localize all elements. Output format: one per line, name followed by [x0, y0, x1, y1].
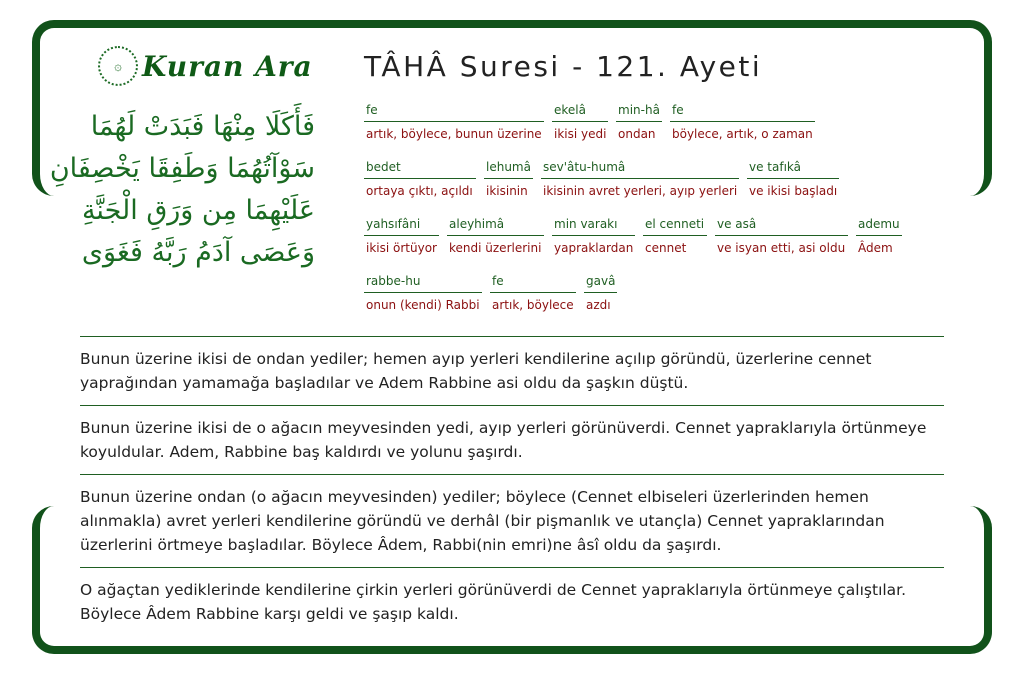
word-meaning: ondan: [618, 127, 656, 141]
word-meaning: ikisi örtüyor: [366, 241, 437, 255]
word-meaning: artık, böylece, bunun üzerine: [366, 127, 542, 141]
word-item[interactable]: [490, 271, 576, 328]
word-item[interactable]: [552, 100, 608, 157]
word-item[interactable]: [747, 157, 839, 214]
translation-item: Bunun üzerine ikisi de ondan yediler; hemen ayıp yerleri kendilerine açılıp göründü, üzerlerine cennet yaprağından yamamağa başladılar ve Adem Rabbine asi oldu da şaşkın düştü.: [80, 336, 944, 405]
arabic-line: وَعَصَى آدَمُ رَبَّهُ فَغَوَى: [81, 237, 315, 268]
word-item[interactable]: [447, 214, 544, 271]
word-item[interactable]: [552, 214, 635, 271]
word-row: [364, 157, 944, 214]
word-item[interactable]: [616, 100, 662, 157]
word-by-word: [364, 100, 944, 328]
word-meaning: ikisi yedi: [554, 127, 607, 141]
word-meaning: ikisinin avret yerleri, ayıp yerleri: [543, 184, 738, 198]
arabic-line: سَوْآتُهُمَا وَطَفِقَا يَخْصِفَانِ: [49, 153, 315, 184]
page-title: TÂHÂ Suresi - 121. Ayeti: [364, 50, 763, 83]
word-row: [364, 271, 944, 328]
word-item[interactable]: [715, 214, 848, 271]
word-transliteration: fe: [364, 100, 544, 122]
word-row: [364, 100, 944, 157]
word-meaning: böylece, artık, o zaman: [672, 127, 813, 141]
word-transliteration: sev'âtu-humâ: [541, 157, 739, 179]
word-transliteration: fe: [670, 100, 815, 122]
word-row: [364, 214, 944, 271]
word-meaning: artık, böylece: [492, 298, 574, 312]
arabic-line: فَأَكَلَا مِنْهَا فَبَدَتْ لَهُمَا: [90, 111, 315, 142]
translations: [80, 336, 944, 636]
word-item[interactable]: [364, 271, 482, 328]
translation-item: Bunun üzerine ondan (o ağacın meyvesinden) yediler; böylece (Cennet elbiseleri üzerlerinden hemen alınmakla) avret yerleri kendilerine göründü ve derhâl (bir pişmanlık ve utançla) Cennet yapraklarından üzerlerini örtmeye başladılar. Böylece Âdem, Rabbi(nin emri)ne âsî oldu da şaşırdı.: [80, 474, 944, 567]
word-meaning: ve isyan etti, asi oldu: [717, 241, 846, 255]
word-meaning: ortaya çıktı, açıldı: [366, 184, 473, 198]
word-transliteration: el cenneti: [643, 214, 707, 236]
translation-item: O ağaçtan yediklerinde kendilerine çirkin yerleri görünüverdi de Cennet yapraklarıyla örtünmeye çalıştılar. Böylece Âdem Rabbine karşı geldi ve şaşıp kaldı.: [80, 567, 944, 636]
word-meaning: yapraklardan: [554, 241, 634, 255]
word-item[interactable]: [541, 157, 739, 214]
word-transliteration: gavâ: [584, 271, 617, 293]
translation-item: Bunun üzerine ikisi de o ağacın meyvesinden yedi, ayıp yerleri görünüverdi. Cennet yapraklarıyla örtünmeye koyuldular. Adem, Rabbine baş kaldırdı ve yolunu şaşırdı.: [80, 405, 944, 474]
word-transliteration: ademu: [856, 214, 902, 236]
word-transliteration: bedet: [364, 157, 476, 179]
word-meaning: Âdem: [858, 241, 893, 255]
word-meaning: azdı: [586, 298, 611, 312]
word-meaning: onun (kendi) Rabbi: [366, 298, 480, 312]
word-transliteration: ve asâ: [715, 214, 848, 236]
word-item[interactable]: [643, 214, 707, 271]
word-meaning: cennet: [645, 241, 687, 255]
word-transliteration: aleyhimâ: [447, 214, 544, 236]
quran-seal-icon: ۞: [98, 46, 138, 86]
word-transliteration: fe: [490, 271, 576, 293]
word-meaning: ve ikisi başladı: [749, 184, 838, 198]
word-item[interactable]: [364, 100, 544, 157]
word-item[interactable]: [584, 271, 617, 328]
word-transliteration: ve tafıkâ: [747, 157, 839, 179]
word-transliteration: yahsıfâni: [364, 214, 439, 236]
word-item[interactable]: [856, 214, 902, 271]
word-transliteration: rabbe-hu: [364, 271, 482, 293]
word-item[interactable]: [364, 214, 439, 271]
logo-text: Kuran Ara: [142, 49, 313, 83]
word-transliteration: min-hâ: [616, 100, 662, 122]
word-item[interactable]: [364, 157, 476, 214]
word-transliteration: lehumâ: [484, 157, 533, 179]
word-item[interactable]: [484, 157, 533, 214]
word-item[interactable]: [670, 100, 815, 157]
word-meaning: ikisinin: [486, 184, 528, 198]
word-transliteration: min varakı: [552, 214, 635, 236]
word-transliteration: ekelâ: [552, 100, 608, 122]
arabic-verse: [25, 106, 315, 274]
word-meaning: kendi üzerlerini: [449, 241, 542, 255]
arabic-line: عَلَيْهِمَا مِن وَرَقِ الْجَنَّةِ: [81, 195, 315, 226]
logo[interactable]: [98, 46, 313, 86]
